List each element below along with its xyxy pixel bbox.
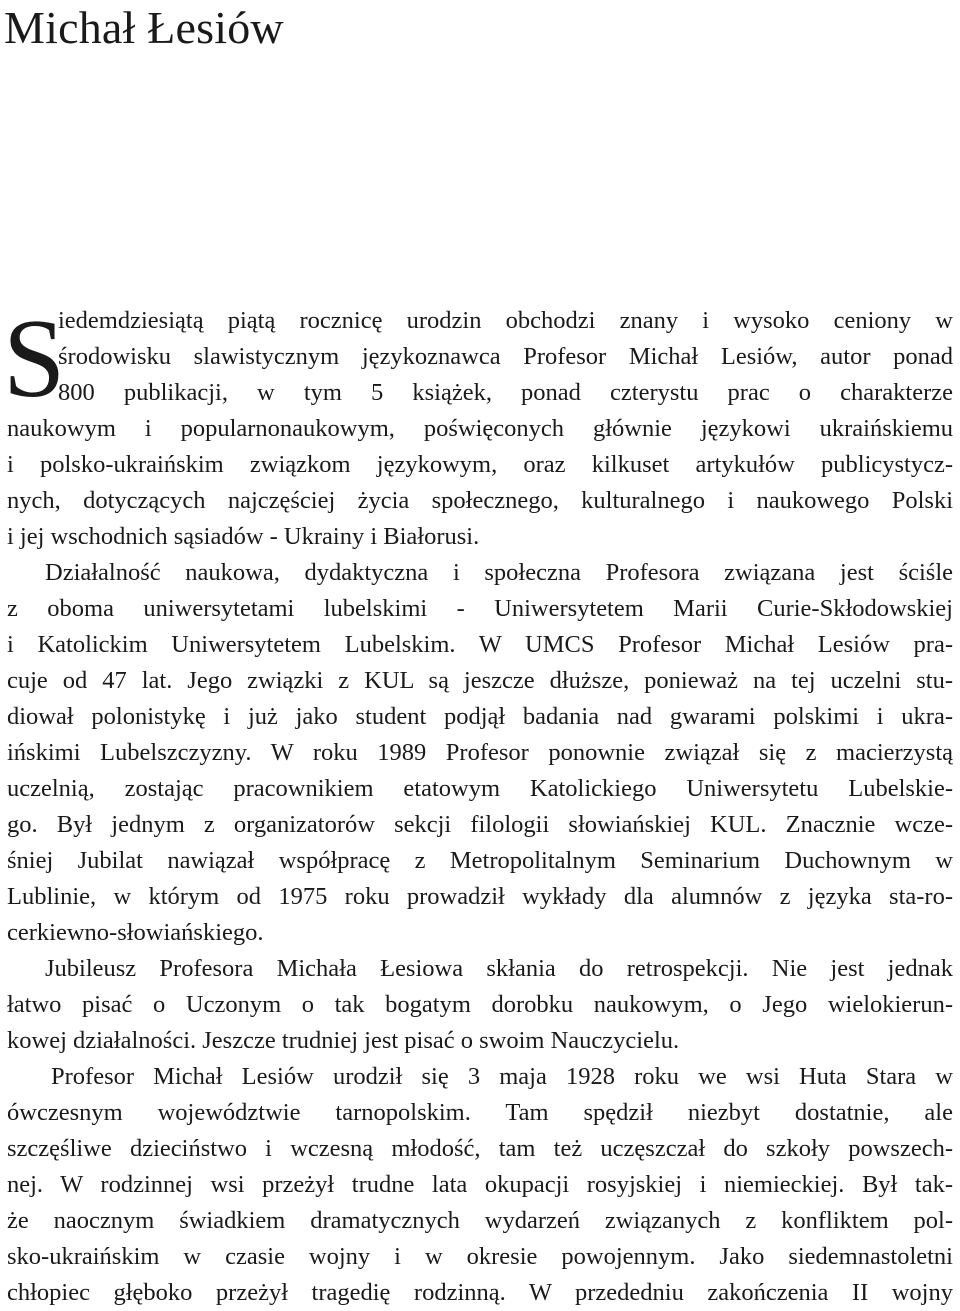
text-line: Lublinie, w którym od 1975 roku prowadził wykłady dla alumnów z języka sta-ro- [7,883,953,910]
text-line: i jej wschodnich sąsiadów - Ukrainy i Białorusi. [7,523,480,550]
text-line: diował polonistykę i już jako student podjął badania nad gwarami polskimi i ukra- [7,703,953,730]
paragraph-1 [7,303,953,555]
text-line: ińskimi Lubelszczyzny. W roku 1989 Profesor ponownie związał się z macierzystą [7,739,953,766]
text-line: śniej Jubilat nawiązał współpracę z Metropolitalnym Seminarium Duchownym w [7,847,953,874]
page-title: Michał Łesiów [4,2,284,53]
text-line: i Katolickim Uniwersytetem Lubelskim. W UMCS Profesor Michał Lesiów pra- [7,631,953,658]
text-line: Działalność naukowa, dydaktyczna i społeczna Profesora związana jest ściśle [45,559,953,586]
text-line: nych, dotyczących najczęściej życia społecznego, kulturalnego i naukowego Polski [7,487,953,514]
text-line: cerkiewno-słowiańskiego. [7,919,264,946]
text-line: i polsko-ukraińskim związkom językowym, oraz kilkuset artykułów publicystycz- [7,451,953,478]
text-line: cuje od 47 lat. Jego związki z KUL są jeszcze dłuższe, ponieważ na tej uczelni stu- [7,667,953,694]
article-body [3,297,953,1311]
text-line: łatwo pisać o Uczonym o tak bogatym dorobku naukowym, o Jego wielokierun- [7,991,953,1018]
text-line: iedemdziesiątą piątą rocznicę urodzin obchodzi znany i wysoko ceniony w [58,307,953,334]
text-line: nej. W rodzinnej wsi przeżył trudne lata okupacji rosyjskiej i niemieckiej. Był tak- [7,1171,953,1198]
text-line: Profesor Michał Lesiów urodził się 3 maja 1928 roku we wsi Huta Stara w [51,1063,953,1090]
drop-cap: S [3,297,66,421]
text-line: środowisku slawistycznym językoznawca Profesor Michał Lesiów, autor ponad [58,343,953,370]
text-line: Jubileusz Profesora Michała Łesiowa skłania do retrospekcji. Nie jest jednak [45,955,953,982]
text-line: z oboma uniwersytetami lubelskimi - Uniwersytetem Marii Curie-Skłodowskiej [7,595,953,622]
text-line: kowej działalności. Jeszcze trudniej jest pisać o swoim Nauczycielu. [7,1027,680,1054]
text-line: naukowym i popularnonaukowym, poświęconych głównie językowi ukraińskiemu [7,415,953,442]
paragraph-4 [7,1059,953,1311]
paragraph-3 [7,951,953,1059]
text-line: sko-ukraińskim w czasie wojny i w okresie powojennym. Jako siedemnastoletni [7,1243,953,1270]
text-line: że naocznym świadkiem dramatycznych wydarzeń związanych z konfliktem pol- [7,1207,953,1234]
text-line: szczęśliwe dzieciństwo i wczesną młodość, tam też uczęszczał do szkoły powszech- [7,1135,953,1162]
text-line: ówczesnym województwie tarnopolskim. Tam spędził niezbyt dostatnie, ale [7,1099,953,1126]
text-line: 800 publikacji, w tym 5 książek, ponad czterystu prac o charakterze [58,379,953,406]
paragraph-2 [7,555,953,951]
text-line: uczelnią, zostając pracownikiem etatowym Katolickiego Uniwersytetu Lubelskie- [7,775,953,802]
text-line: chłopiec głęboko przeżył tragedię rodzinną. W przededniu zakończenia II wojny [7,1279,953,1306]
text-line: go. Był jednym z organizatorów sekcji filologii słowiańskiej KUL. Znacznie wcze- [7,811,953,838]
